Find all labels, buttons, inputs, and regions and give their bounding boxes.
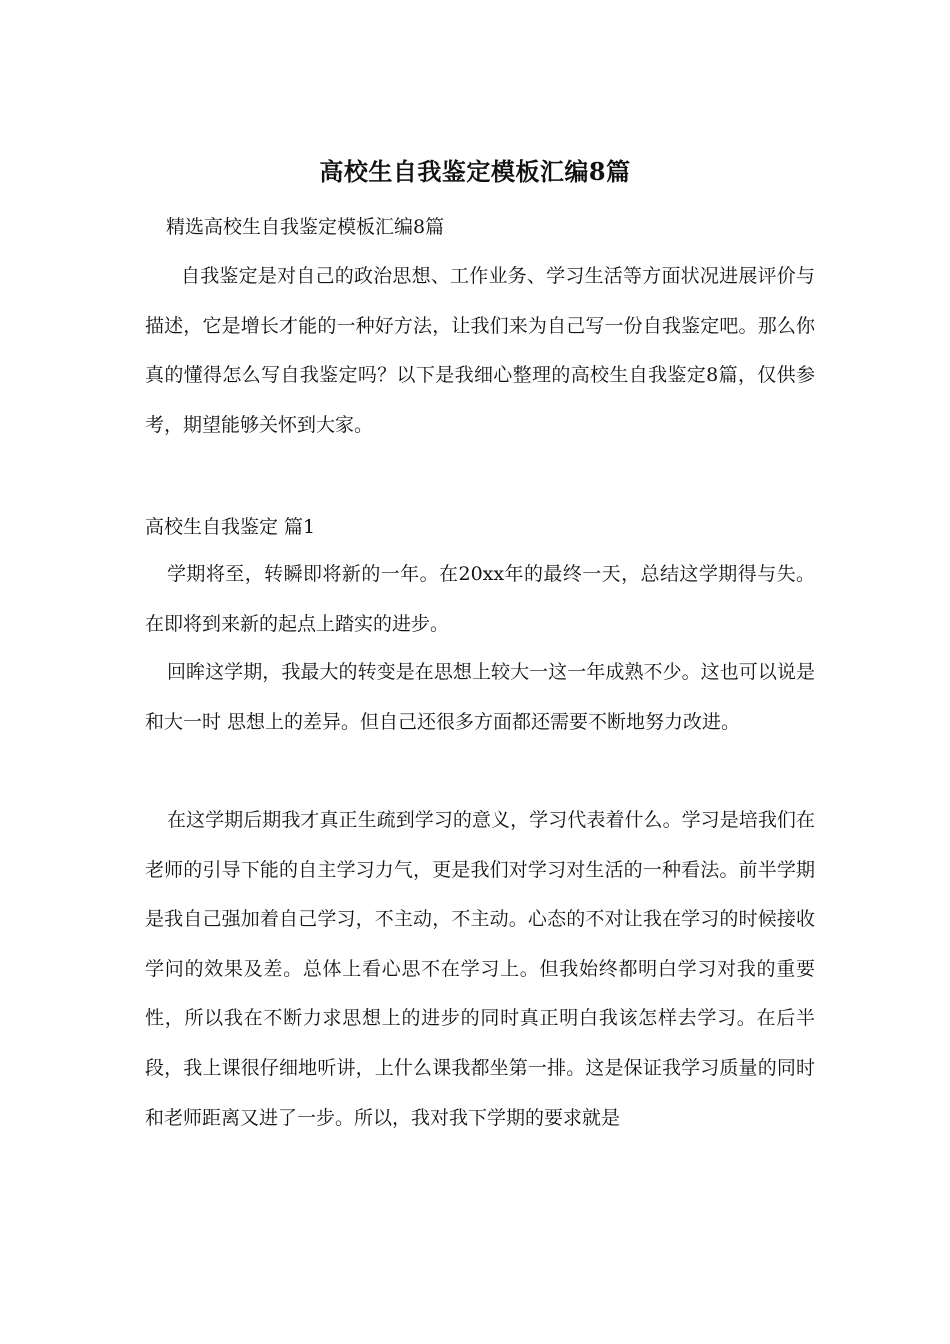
section-heading: 高校生自我鉴定 篇1 <box>145 516 316 538</box>
body-paragraph-2: 回眸这学期，我最大的转变是在思想上较大一这一年成熟不少。这也可以说是和大一时 思想上的差异。但自己还很多方面都还需要不断地努力改进。 <box>145 661 815 733</box>
document-subtitle: 精选高校生自我鉴定模板汇编8篇 <box>166 216 445 238</box>
intro-paragraph: 自我鉴定是对自己的政治思想、工作业务、学习生活等方面状况进展评价与描述，它是增长才能的一种好方法，让我们来为自己写一份自我鉴定吧。那么你真的懂得怎么写自我鉴定吗？以下是我细心整理的高校生自我鉴定8篇，仅供参考，期望能够关怀到大家。 <box>145 265 815 436</box>
body-paragraph-3: 在这学期后期我才真正生疏到学习的意义，学习代表着什么。学习是培我们在老师的引导下能的自主学习力气，更是我们对学习对生活的一种看法。前半学期是我自己强加着自己学习，不主动，不主动。心态的不对让我在学习的时候接收学问的效果及差。总体上看心思不在学习上。但我始终都明白学习对我的重要性，所以我在不断力求思想上的进步的同时真正明白我该怎样去学习。在后半段，我上课很仔细地听讲，上什么课我都坐第一排。这是保证我学习质量的同时和老师距离又进了一步。所以，我对我下学期的要求就是 <box>145 809 815 1129</box>
body-paragraph-1: 学期将至，转瞬即将新的一年。在20xx年的最终一天，总结这学期得与失。在即将到来新的起点上踏实的进步。 <box>145 563 815 635</box>
document-title: 高校生自我鉴定模板汇编8篇 <box>319 157 631 186</box>
